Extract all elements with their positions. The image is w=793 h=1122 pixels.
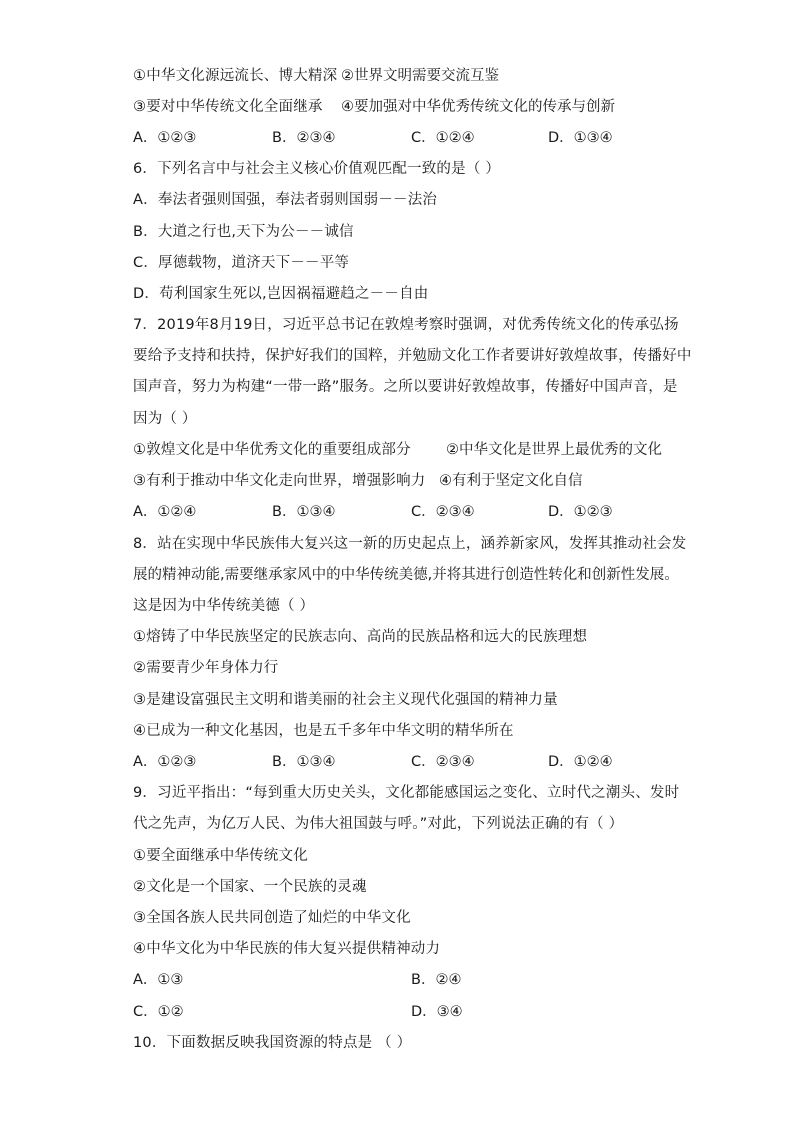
q9-statement-1: ①要全面继承中华传统文化 [133, 848, 308, 864]
q7-stem-line-1: 7．2019年8月19日，习近平总书记在敦煌考察时强调，对优秀传统文化的传承弘扬 [133, 317, 679, 333]
q9-option-a[interactable]: A．①③ [133, 972, 184, 988]
q9-statement-2: ②文化是一个国家、一个民族的灵魂 [133, 879, 367, 895]
q7-option-a[interactable]: A．①②④ [133, 504, 197, 520]
q10-stem: 10．下面数据反映我国资源的特点是 （ ） [133, 1035, 412, 1051]
q6-stem: 6．下列名言中与社会主义核心价值观匹配一致的是（ ） [133, 161, 501, 177]
q8-stem-line-1: 8．站在实现中华民族伟大复兴这一新的历史起点上，涵养新家风，发挥其推动社会发 [133, 536, 687, 552]
q8-statement-2: ②需要青少年身体力行 [133, 660, 279, 676]
q8-option-c[interactable]: C．②③④ [411, 754, 475, 770]
q9-option-b[interactable]: B．②④ [411, 972, 462, 988]
q8-statement-3: ③是建设富强民主文明和谐美丽的社会主义现代化强国的精神力量 [133, 692, 558, 708]
q5-option-a[interactable]: A．①②③ [133, 130, 197, 146]
q7-stem-line-4: 因为（ ） [133, 411, 197, 427]
q5-option-b[interactable]: B．②③④ [272, 130, 336, 146]
q9-stem-line-2: 代之先声，为亿万人民、为伟大祖国鼓与呼。”对此，下列说法正确的有（ ） [133, 816, 624, 832]
q7-statement-2: ②中华文化是世界上最优秀的文化 [446, 442, 662, 458]
q8-stem-line-3: 这是因为中华传统美德（ ） [133, 598, 315, 614]
q5-option-c[interactable]: C．①②④ [411, 130, 475, 146]
q7-option-b[interactable]: B．①③④ [272, 504, 336, 520]
q7-stem-line-2: 要给予支持和扶持，保护好我们的国粹，并勉励文化工作者要讲好敦煌故事，传播好中 [133, 348, 692, 364]
q6-choice-b[interactable]: B．大道之行也,天下为公－－诚信 [133, 224, 354, 240]
q8-option-b[interactable]: B．①③④ [272, 754, 336, 770]
q6-choice-c[interactable]: C．厚德载物，道济天下－－平等 [133, 255, 350, 271]
q9-option-d[interactable]: D．③④ [411, 1004, 463, 1020]
q5-statement-2: ②世界文明需要交流互鉴 [341, 68, 499, 84]
q7-statement-1: ①敦煌文化是中华优秀文化的重要组成部分 [133, 442, 411, 458]
q7-option-c[interactable]: C．②③④ [411, 504, 475, 520]
q9-statement-3: ③全国各族人民共同创造了灿烂的中华文化 [133, 910, 411, 926]
q7-stem-line-3: 国声音，努力为构建“一带一路”服务。之所以要讲好敦煌故事，传播好中国声音，是 [133, 379, 678, 395]
q9-statement-4: ④中华文化为中华民族的伟大复兴提供精神动力 [133, 941, 441, 957]
q6-choice-a[interactable]: A．奉法者强则国强，奉法者弱则国弱－－法治 [133, 192, 438, 208]
q8-statement-4: ④已成为一种文化基因，也是五千多年中华文明的精华所在 [133, 723, 514, 739]
q8-option-a[interactable]: A．①②③ [133, 754, 197, 770]
q5-option-d[interactable]: D．①③④ [548, 130, 613, 146]
q5-statement-4: ④要加强对中华优秀传统文化的传承与创新 [341, 99, 615, 115]
q7-statement-4: ④有利于坚定文化自信 [439, 473, 583, 489]
q8-stem-line-2: 展的精神动能,需要继承家风中的中华传统美德,并将其进行创造性转化和创新性发展。 [133, 567, 679, 583]
q6-choice-d[interactable]: D．苟利国家生死以,岂因祸福避趋之－－自由 [133, 286, 429, 302]
q8-option-d[interactable]: D．①②④ [548, 754, 613, 770]
q9-stem-line-1: 9．习近平指出：“每到重大历史关头，文化都能感国运之变化、立时代之潮头、发时 [133, 785, 680, 801]
q7-option-d[interactable]: D．①②③ [548, 504, 613, 520]
q7-statement-3: ③有利于推动中华文化走向世界，增强影响力 [133, 473, 426, 489]
q5-statement-1: ①中华文化源远流长、博大精深 [133, 68, 338, 84]
q8-statement-1: ①熔铸了中华民族坚定的民族志向、高尚的民族品格和远大的民族理想 [133, 629, 588, 645]
q9-option-c[interactable]: C．①② [133, 1004, 184, 1020]
q5-statement-3: ③要对中华传统文化全面继承 [133, 99, 323, 115]
